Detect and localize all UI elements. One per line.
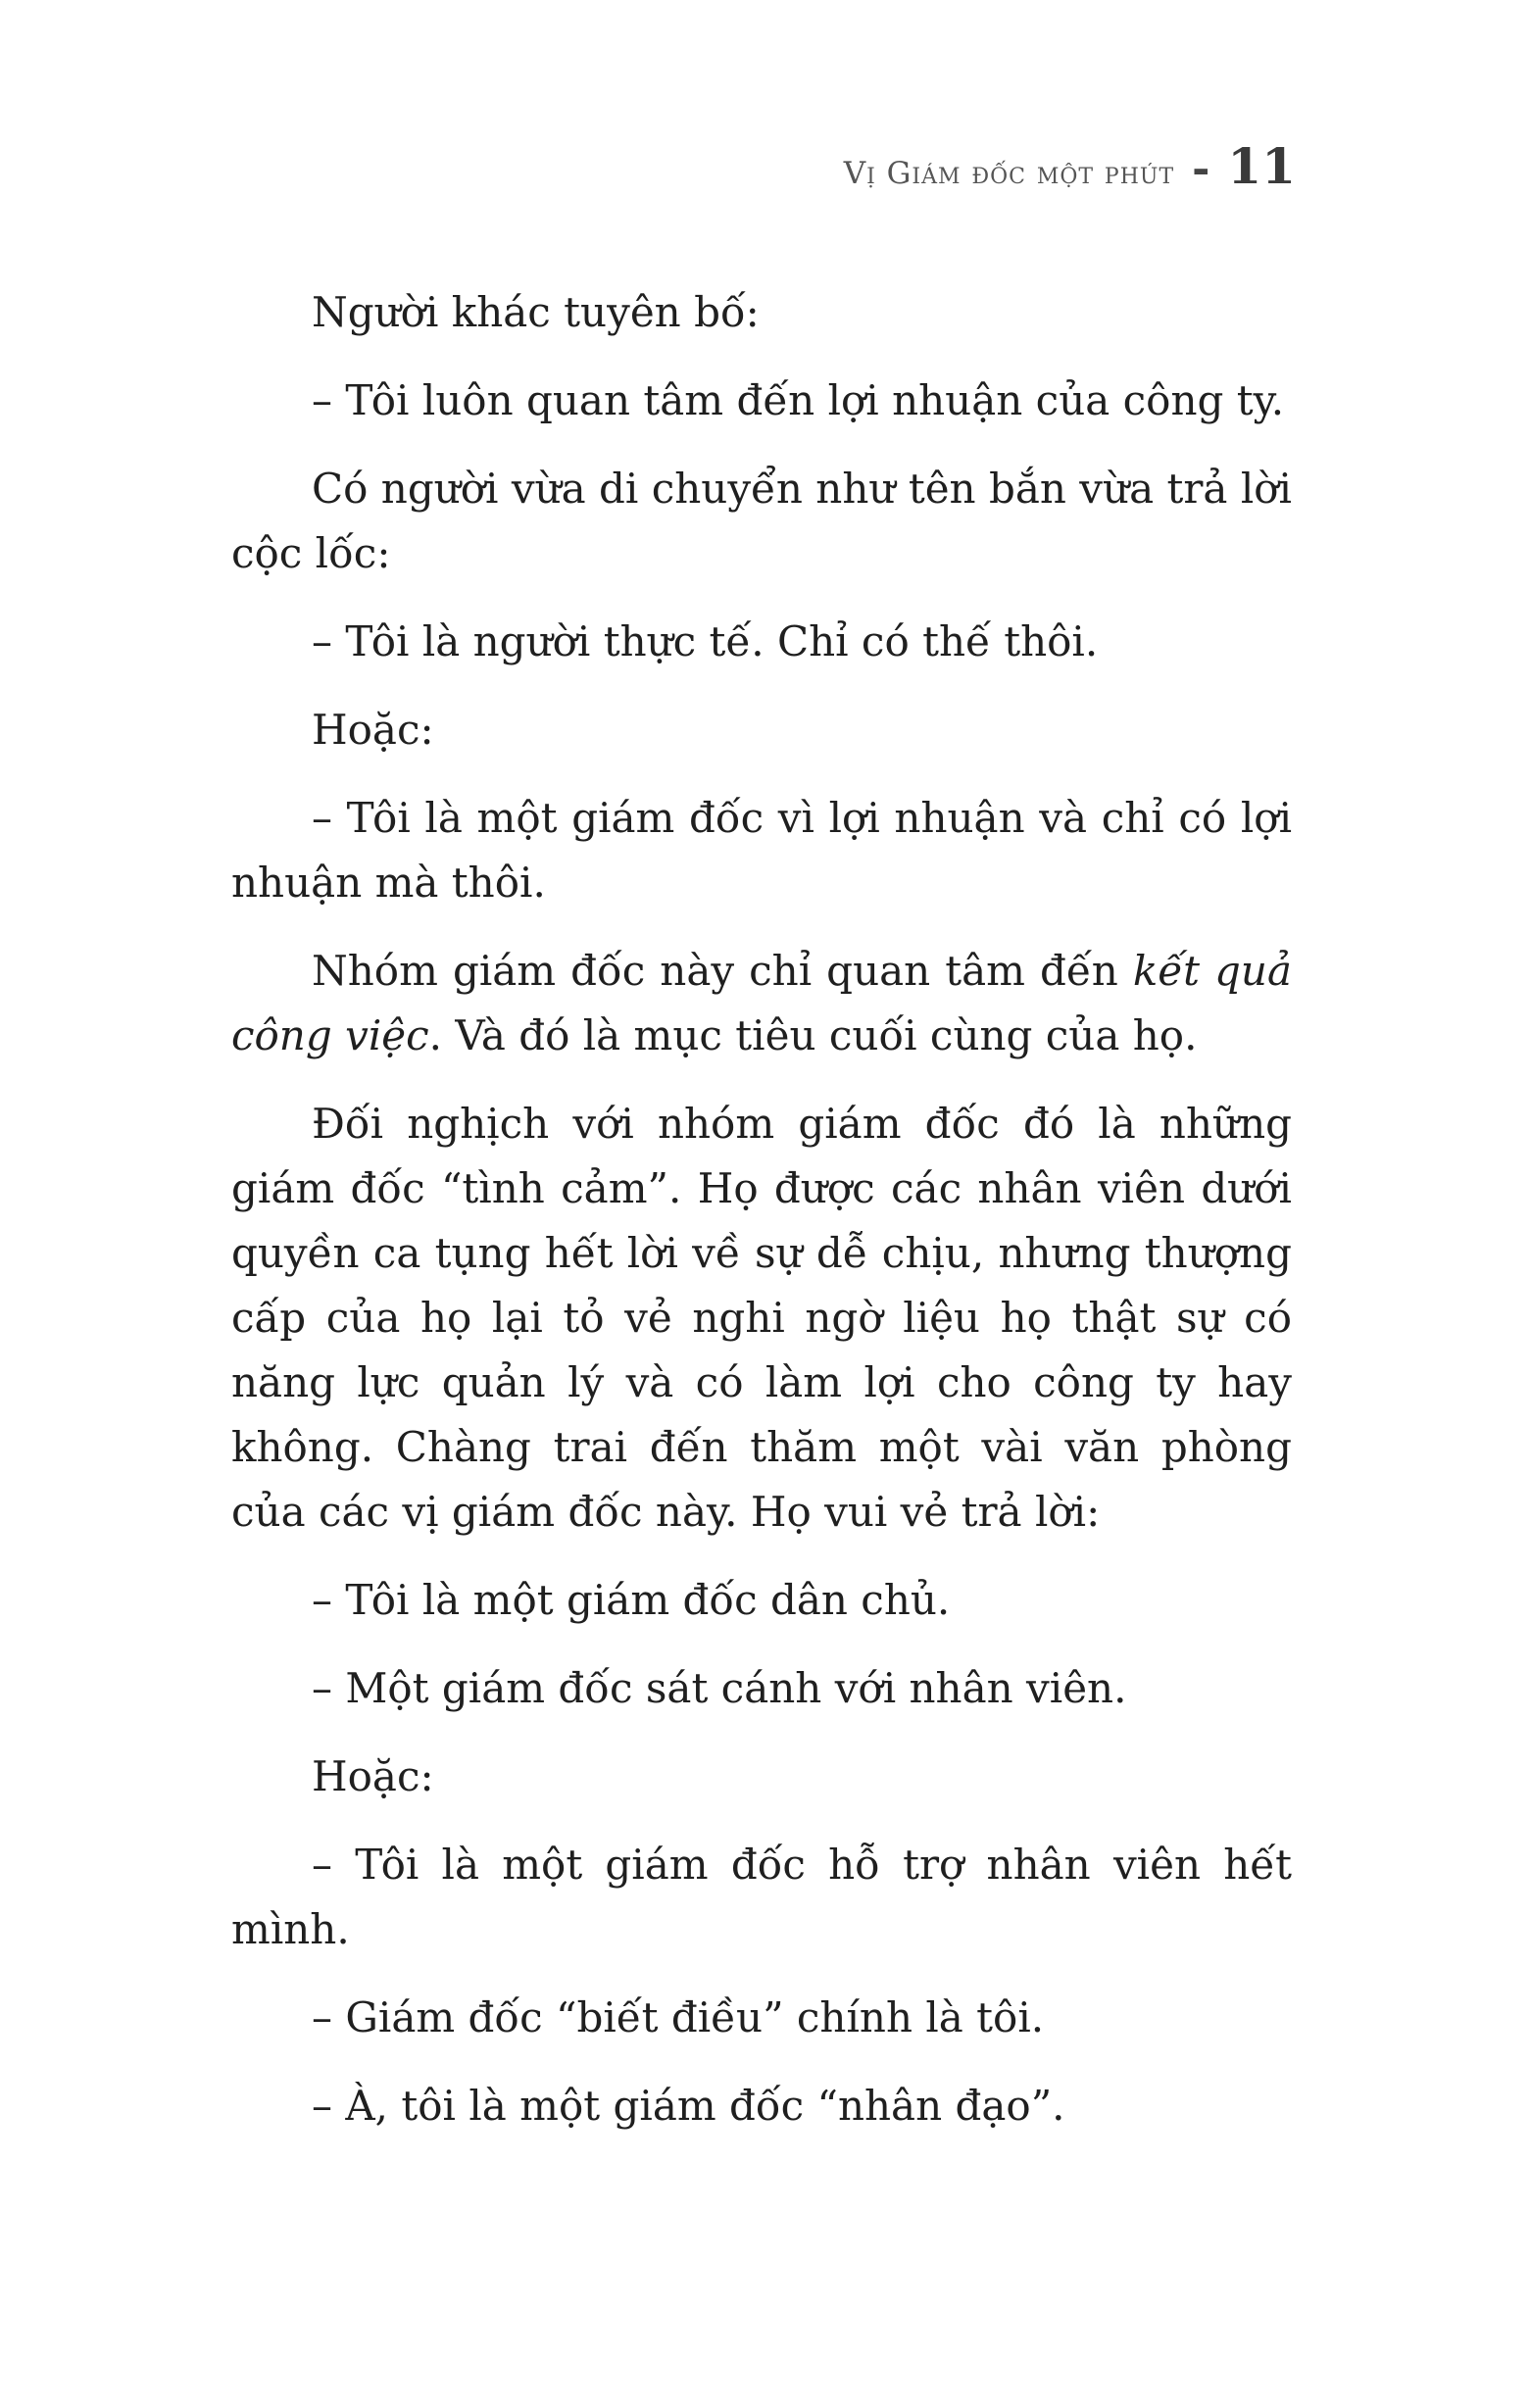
paragraph: Đối nghịch với nhóm giám đốc đó là những giám đốc “tình cảm”. Họ được các nhân viên dưới quyền ca tụng hết lời về sự dễ chịu, nhưng thượng cấp của họ lại tỏ vẻ nghi ngờ liệu họ thật sự có năng lực quản lý và có làm lợi cho công ty hay không. Chàng trai đến thăm một vài văn phòng của các vị giám đốc này. Họ vui vẻ trả lời: [231, 1100, 1292, 1536]
dialogue-line: – Giám đốc “biết điều” chính là tôi. [312, 1993, 1045, 2041]
dialogue-line: – Một giám đốc sát cánh với nhân viên. [312, 1664, 1127, 1712]
paragraph: Hoặc: [312, 706, 434, 754]
dialogue-line: – Tôi là một giám đốc vì lợi nhuận và chỉ có lợi nhuận mà thôi. [231, 794, 1292, 907]
paragraph: Hoặc: [312, 1752, 434, 1800]
dialogue-line: – Tôi là một giám đốc hỗ trợ nhân viên hết mình. [231, 1841, 1292, 1953]
paragraph-with-emphasis [231, 939, 1292, 1068]
dialogue-line: – Tôi là người thực tế. Chỉ có thế thôi. [312, 617, 1099, 665]
header-separator: - [1192, 144, 1210, 194]
emphasis-text: kết quả công việc [231, 947, 1293, 1059]
dialogue-line: – Tôi là một giám đốc dân chủ. [312, 1576, 951, 1624]
paragraph: Người khác tuyên bố: [312, 288, 760, 336]
header-book-title: Vị Giám đốc một phút [843, 156, 1175, 191]
dialogue-line: – Tôi luôn quan tâm đến lợi nhuận của công ty. [312, 376, 1285, 424]
page-body [231, 280, 1292, 2162]
running-header [844, 137, 1296, 195]
paragraph-text-after: . Và đó là mục tiêu cuối cùng của họ. [428, 1011, 1198, 1059]
paragraph-text-before: Nhóm giám đốc này chỉ quan tâm đến [312, 947, 1133, 995]
dialogue-line: – À, tôi là một giám đốc “nhân đạo”. [312, 2082, 1065, 2130]
paragraph: Có người vừa di chuyển như tên bắn vừa trả lời cộc lốc: [231, 465, 1292, 577]
page-number: 11 [1227, 137, 1296, 195]
